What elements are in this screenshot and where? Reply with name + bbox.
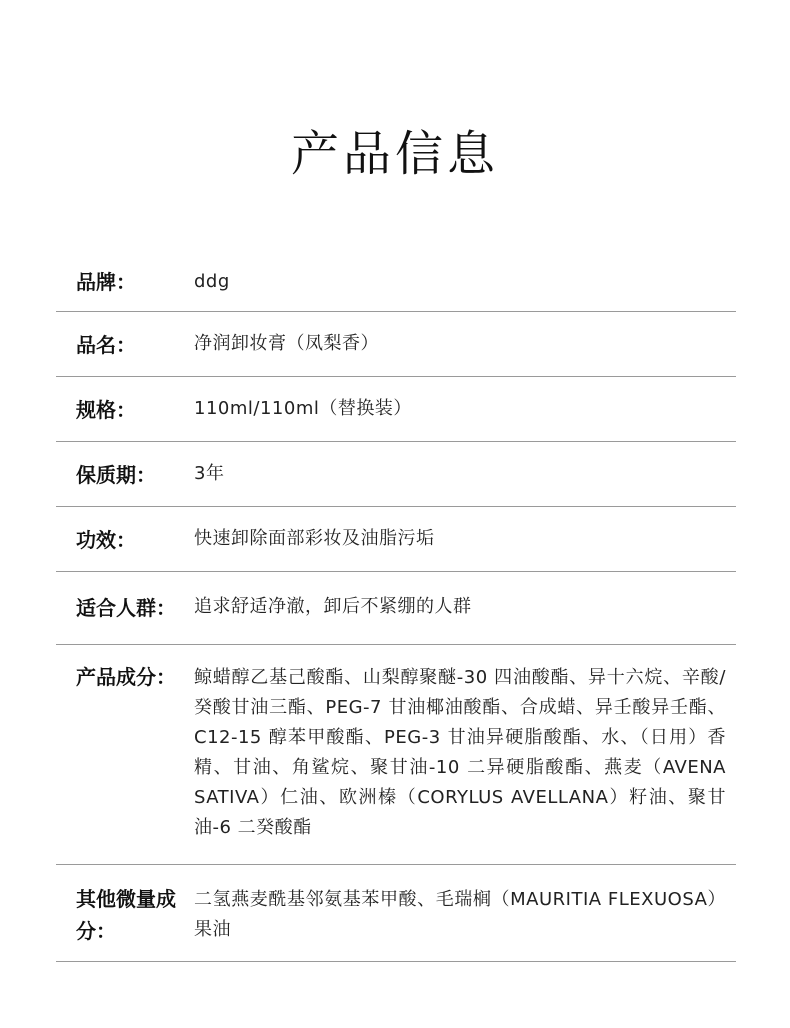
- info-value-spec: 110ml/110ml（替换装）: [194, 398, 412, 419]
- info-row-brand: [56, 250, 736, 312]
- info-row-trace-ingredients: [56, 865, 736, 962]
- info-label-trace-ingredients: 其他微量成分：: [76, 887, 176, 943]
- info-label-name: 品名：: [76, 333, 136, 357]
- info-value-name: 净润卸妆膏（凤梨香）: [194, 333, 379, 354]
- info-row-suitable-crowd: [56, 572, 736, 645]
- info-row-spec: [56, 377, 736, 442]
- info-value-ingredients: 鲸蜡醇乙基己酸酯、山梨醇聚醚-30 四油酸酯、异十六烷、辛酸/癸酸甘油三酯、PEG-7 甘油椰油酸酯、合成蜡、异壬酸异壬酯、C12-15 醇苯甲酸酯、PEG-3 甘油异硬脂酸酯、水、（日用）香精、甘油、角鲨烷、聚甘油-10 二异硬脂酸酯、燕麦（AVENA SATIVA）仁油、欧洲榛（CORYLUS AVELLANA）籽油、聚甘油-6 二癸酸酯: [194, 667, 726, 838]
- info-value-shelf-life: 3年: [194, 463, 225, 484]
- info-value-trace-ingredients: 二氢燕麦酰基邻氨基苯甲酸、毛瑞榈（MAURITIA FLEXUOSA）果油: [194, 889, 726, 940]
- info-row-shelf-life: [56, 442, 736, 507]
- info-value-suitable-crowd: 追求舒适净澈，卸后不紧绷的人群: [194, 596, 472, 617]
- info-label-brand: 品牌：: [76, 270, 136, 294]
- info-row-efficacy: [56, 507, 736, 572]
- info-label-suitable-crowd: 适合人群：: [76, 596, 176, 620]
- info-row-ingredients: [56, 645, 736, 865]
- info-label-spec: 规格：: [76, 398, 136, 422]
- info-row-name: [56, 312, 736, 377]
- info-label-ingredients: 产品成分：: [76, 665, 176, 689]
- info-label-shelf-life: 保质期：: [76, 463, 156, 487]
- info-value-brand: ddg: [194, 271, 230, 292]
- page-title: 产品信息: [290, 126, 499, 182]
- info-value-efficacy: 快速卸除面部彩妆及油脂污垢: [194, 528, 435, 549]
- info-label-efficacy: 功效：: [76, 528, 136, 552]
